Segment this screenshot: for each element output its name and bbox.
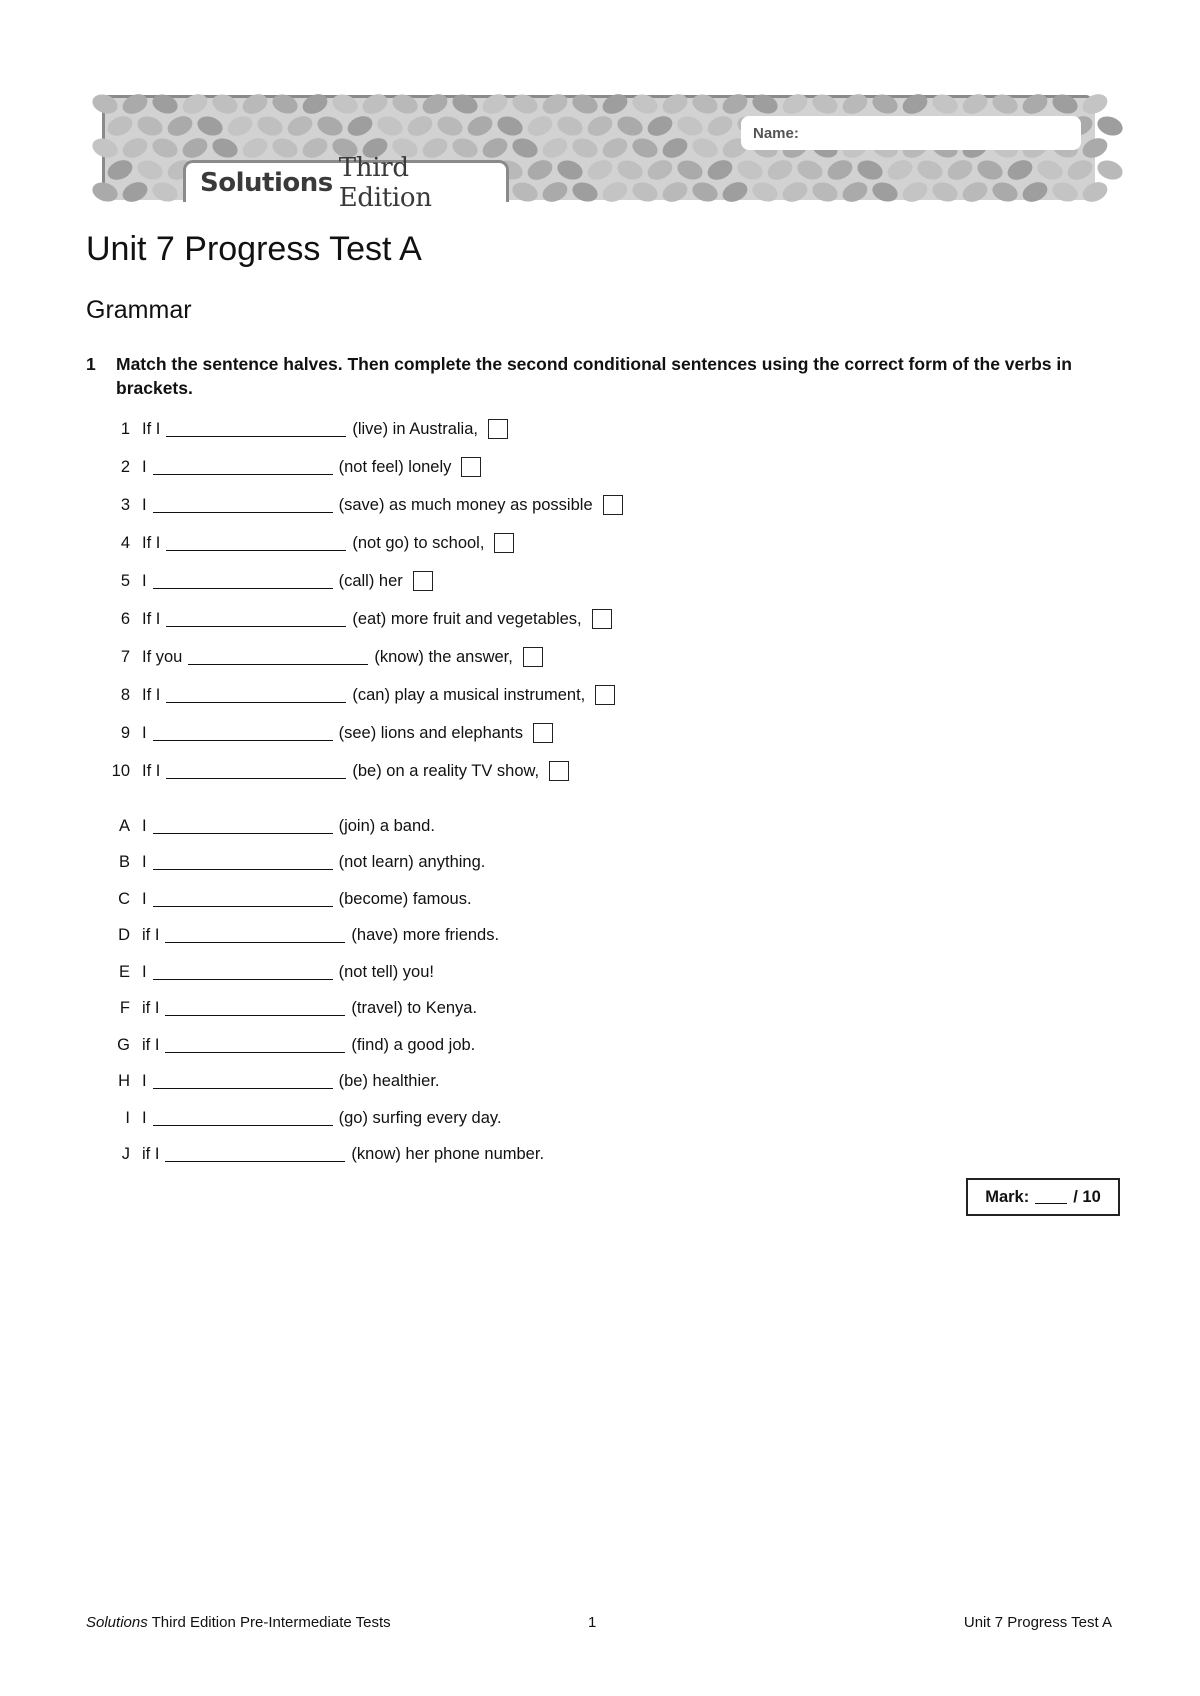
answer-blank[interactable] [153,574,333,589]
item-start: If I [142,761,161,780]
item-start: I [142,853,147,872]
item-start: If I [142,419,161,438]
mark-box [966,1178,1120,1216]
name-label: Name: [753,124,799,142]
section-heading: Grammar [86,296,192,324]
sentence-beginning [100,752,1000,790]
mark-total: / 10 [1073,1187,1101,1206]
answer-blank[interactable] [153,460,333,475]
item-start: I [142,1072,147,1091]
header-banner [102,95,1092,213]
item-rest: (not tell) you! [338,962,434,981]
item-number: 6 [120,609,130,628]
answer-box[interactable] [523,647,543,667]
item-rest: (see) lions and elephants [338,723,523,742]
sentence-beginning [100,562,1000,600]
item-number: 1 [120,419,130,438]
item-start: If you [142,647,183,666]
item-rest: (find) a good job. [351,1035,476,1054]
answer-box[interactable] [595,685,615,705]
item-rest: (live) in Australia, [352,419,478,438]
sentence-beginning [100,524,1000,562]
sentence-beginning [100,448,1000,486]
footer-brand: Solutions [86,1614,148,1631]
item-number: I [125,1108,130,1127]
brand-name: Solutions [200,167,333,198]
footer-right: Unit 7 Progress Test A [963,1614,1112,1631]
sentence-ending [100,808,1000,845]
item-number: 3 [120,495,130,514]
brand-logo [183,152,509,213]
answer-box[interactable] [413,571,433,591]
item-number: C [118,889,130,908]
sentence-beginning [100,600,1000,638]
item-start: If I [142,533,161,552]
answer-blank[interactable] [166,422,346,437]
sentence-ending [100,1137,1000,1174]
sentence-ending [100,845,1000,882]
answer-blank[interactable] [166,688,346,703]
answer-box[interactable] [603,495,623,515]
answer-box[interactable] [488,419,508,439]
instruction-text: Match the sentence halves. Then complete the second conditional sentences using the correct form of the verbs in brackets. [116,354,1072,398]
answer-blank[interactable] [153,819,333,834]
item-start: if I [142,926,160,945]
sentence-beginning [100,486,1000,524]
item-number: J [121,1145,130,1164]
sentence-ending [100,918,1000,955]
item-start: I [142,495,147,514]
item-number: 10 [111,761,130,780]
item-rest: (not learn) anything. [338,853,486,872]
item-number: 5 [120,571,130,590]
item-rest: (eat) more fruit and vegetables, [352,609,582,628]
sentence-ending [100,1100,1000,1137]
item-start: I [142,889,147,908]
item-number: E [118,962,130,981]
exercise-instruction [86,352,1126,400]
sentence-endings [100,808,1000,1173]
page-number: 1 [588,1614,597,1631]
item-start: I [142,723,147,742]
sentence-ending [100,1064,1000,1101]
item-rest: (save) as much money as possible [338,495,593,514]
item-rest: (know) her phone number. [351,1145,545,1164]
item-number: G [117,1035,130,1054]
item-start: if I [142,1145,160,1164]
item-start: I [142,571,147,590]
exercise-number: 1 [86,354,96,374]
sentence-ending [100,954,1000,991]
answer-blank[interactable] [165,1001,345,1016]
answer-blank[interactable] [153,1074,333,1089]
item-number: D [118,926,130,945]
mark-blank[interactable] [1035,1191,1067,1204]
footer-left [86,1614,391,1631]
sentence-ending [100,1027,1000,1064]
item-number: 4 [120,533,130,552]
answer-blank[interactable] [166,612,346,627]
answer-box[interactable] [494,533,514,553]
sentence-ending [100,991,1000,1028]
item-start: I [142,816,147,835]
answer-blank[interactable] [165,928,345,943]
answer-blank[interactable] [153,1111,333,1126]
item-start: If I [142,609,161,628]
item-start: if I [142,1035,160,1054]
answer-blank[interactable] [166,764,346,779]
sentence-beginning [100,676,1000,714]
item-number: H [118,1072,130,1091]
sentence-beginning [100,714,1000,752]
item-rest: (become) famous. [338,889,472,908]
item-number: A [118,816,130,835]
answer-box[interactable] [549,761,569,781]
item-start: I [142,457,147,476]
item-rest: (call) her [338,571,403,590]
sentence-beginning [100,410,1000,448]
item-number: 9 [120,723,130,742]
answer-box[interactable] [592,609,612,629]
answer-blank[interactable] [165,1038,345,1053]
footer-book: Third Edition Pre-Intermediate Tests [147,1614,391,1631]
mark-label: Mark: [985,1187,1030,1206]
item-number: 2 [120,457,130,476]
item-rest: (can) play a musical instrument, [352,685,586,704]
item-start: if I [142,999,160,1018]
item-rest: (be) healthier. [338,1072,440,1091]
item-start: If I [142,685,161,704]
page-title: Unit 7 Progress Test A [86,230,422,268]
item-start: I [142,962,147,981]
brand-edition: Third Edition [338,152,432,213]
item-start: I [142,1108,147,1127]
item-rest: (travel) to Kenya. [351,999,478,1018]
item-rest: (not go) to school, [352,533,485,552]
answer-blank[interactable] [153,965,333,980]
answer-blank[interactable] [165,1147,345,1162]
item-number: 7 [120,647,130,666]
item-rest: (go) surfing every day. [338,1108,502,1127]
item-number: 8 [120,685,130,704]
answer-blank[interactable] [153,726,333,741]
answer-blank[interactable] [153,892,333,907]
answer-blank[interactable] [188,650,368,665]
answer-box[interactable] [461,457,481,477]
answer-blank[interactable] [153,855,333,870]
item-rest: (be) on a reality TV show, [352,761,540,780]
item-rest: (know) the answer, [374,647,513,666]
item-number: B [118,853,130,872]
answer-blank[interactable] [166,536,346,551]
item-rest: (join) a band. [338,816,435,835]
sentence-beginning [100,638,1000,676]
item-rest: (have) more friends. [351,926,500,945]
item-rest: (not feel) lonely [338,457,452,476]
item-number: F [119,999,130,1018]
name-field[interactable] [741,116,1081,150]
answer-blank[interactable] [153,498,333,513]
answer-box[interactable] [533,723,553,743]
sentence-ending [100,881,1000,918]
sentence-beginnings [100,410,1000,790]
